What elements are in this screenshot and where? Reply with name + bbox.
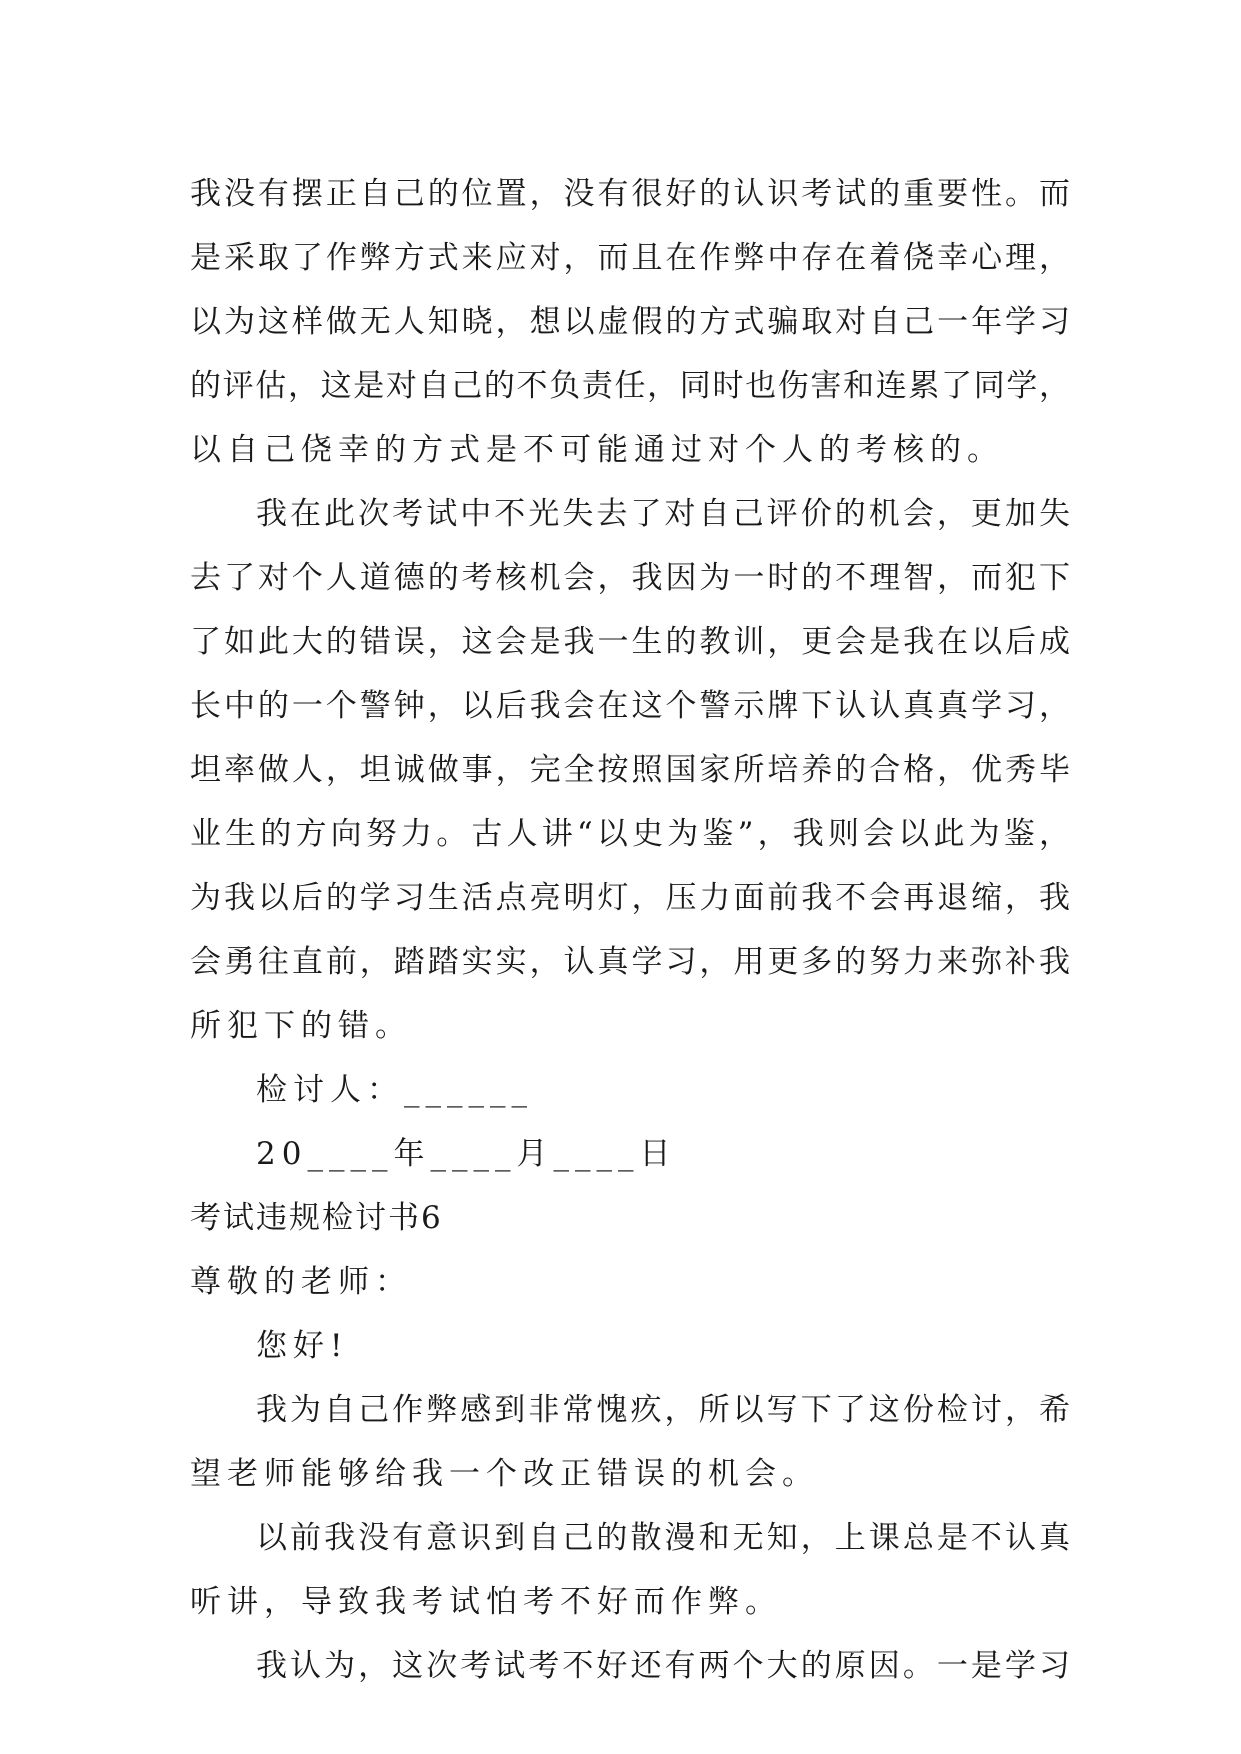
paragraph-line: 我认为，这次考试考不好还有两个大的原因。一是学习 (256, 1648, 1070, 1684)
section-title: 考试违规检讨书6 (190, 1200, 443, 1236)
paragraph-line: 望老师能够给我一个改正错误的机会。 (190, 1456, 819, 1492)
paragraph-line: 的评估，这是对自己的不负责任，同时也伤害和连累了同学， (190, 368, 1070, 404)
paragraph-line: 坦率做人，坦诚做事，完全按照国家所培养的合格，优秀毕 (190, 752, 1070, 788)
paragraph-line: 听讲，导致我考试怕考不好而作弊。 (190, 1584, 782, 1620)
date-line: 20____年____月____日 (256, 1136, 677, 1172)
paragraph-line: 我为自己作弊感到非常愧疚，所以写下了这份检讨，希 (256, 1392, 1070, 1428)
paragraph-line: 业生的方向努力。古人讲“以史为鉴”，我则会以此为鉴， (190, 816, 1070, 852)
paragraph-line: 去了对个人道德的考核机会，我因为一时的不理智，而犯下 (190, 560, 1070, 596)
document-body (190, 162, 1070, 1698)
paragraph-line: 以为这样做无人知晓，想以虚假的方式骗取对自己一年学习 (190, 304, 1070, 340)
signature-line: 检讨人：______ (256, 1072, 533, 1108)
greeting: 您好! (256, 1328, 349, 1364)
paragraph-line: 我没有摆正自己的位置，没有很好的认识考试的重要性。而 (190, 176, 1070, 212)
paragraph-line: 长中的一个警钟，以后我会在这个警示牌下认认真真学习， (190, 688, 1070, 724)
paragraph-line: 我在此次考试中不光失去了对自己评价的机会，更加失 (256, 496, 1070, 532)
paragraph-line: 会勇往直前，踏踏实实，认真学习，用更多的努力来弥补我 (190, 944, 1070, 980)
salutation: 尊敬的老师： (190, 1264, 412, 1300)
paragraph-line: 以自己侥幸的方式是不可能通过对个人的考核的。 (190, 432, 1004, 468)
paragraph-line: 以前我没有意识到自己的散漫和无知，上课总是不认真 (256, 1520, 1070, 1556)
paragraph-line: 了如此大的错误，这会是我一生的教训，更会是我在以后成 (190, 624, 1070, 660)
paragraph-line: 所犯下的错。 (190, 1008, 412, 1044)
paragraph-line: 为我以后的学习生活点亮明灯，压力面前我不会再退缩，我 (190, 880, 1070, 916)
paragraph-line: 是采取了作弊方式来应对，而且在作弊中存在着侥幸心理， (190, 240, 1070, 276)
